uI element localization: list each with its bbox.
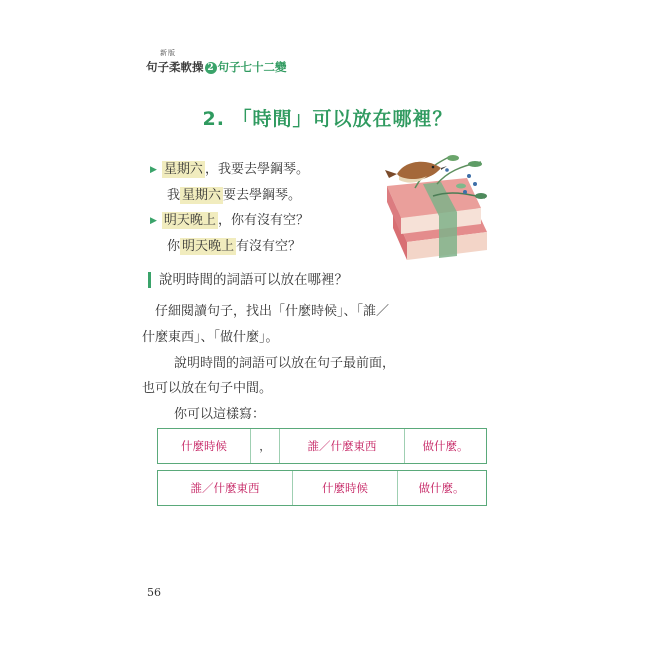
book-title [146,59,287,75]
bullet-arrow-icon: ▶ [150,216,157,226]
paragraph-line: 仔細閱讀句子，找出「什麼時候」、「誰／ [155,304,390,319]
slot-do-what: 做什麼。 [422,439,469,453]
book-subtitle: 句子七十二變 [217,60,287,74]
section-heading: 說明時間的詞語可以放在哪裡？ [148,272,348,288]
running-header [146,48,287,75]
book-name: 句子柔軟操 [146,60,204,74]
sentence-rest: ，我要去學鋼琴。 [204,162,309,177]
time-highlight: 明天晚上 [163,213,216,228]
slot-do-what: 做什麼。 [418,481,465,495]
example-sentence-3 [150,209,309,228]
bullet-arrow-icon: ▶ [150,165,157,175]
sentence-rest: 有沒有空？ [236,239,302,254]
example-sentence-2 [150,184,301,203]
sentence-rest: 要去學鋼琴。 [223,188,302,203]
time-highlight: 星期六 [182,188,222,203]
slot-who: 誰／什麼東西 [190,481,260,495]
sentence-rest: ，你有沒有空？ [217,213,309,228]
page-number: 56 [147,586,161,599]
pattern-table-time-middle [157,470,487,506]
time-highlight: 星期六 [163,162,203,177]
slot-when: 什麼時候 [181,439,227,453]
series-label: 新版 [160,49,176,57]
slot-when: 什麼時候 [322,481,368,495]
volume-badge: 2 [205,62,217,74]
paragraph-line: 說明時間的詞語可以放在句子最前面， [174,356,396,371]
books-bird-illustration [375,150,493,270]
lesson-title: 2. 「時間」可以放在哪裡？ [202,108,453,130]
paragraph-line: 也可以放在句子中間。 [142,381,273,396]
paragraph-line: 你可以這樣寫： [174,407,266,422]
slot-who: 誰／什麼東西 [307,439,377,453]
sentence-pre: 你 [167,239,181,254]
example-sentence-1 [150,158,309,177]
sentence-pre: 我 [167,188,181,203]
pattern-table-time-first [157,428,487,464]
slot-comma: ， [259,439,271,453]
time-highlight: 明天晚上 [182,239,235,254]
paragraph-line: 什麼東西」、「做什麼」。 [142,330,279,345]
example-sentence-4 [150,235,301,254]
